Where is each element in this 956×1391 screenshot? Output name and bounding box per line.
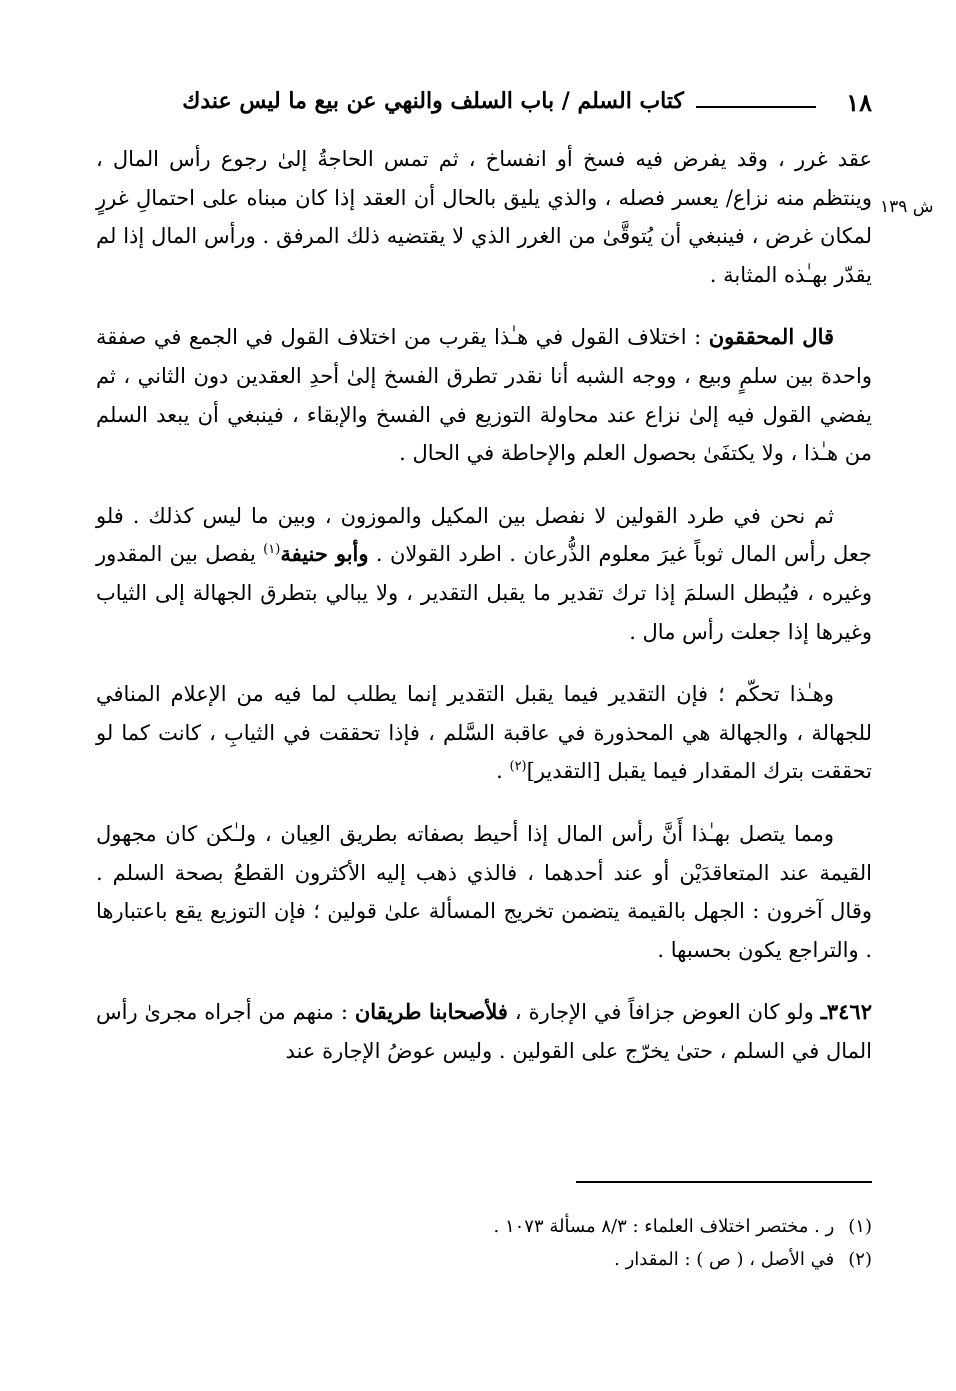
footnote-ref-2: (٢)	[509, 759, 527, 775]
footnote-ref-1: (١)	[263, 542, 281, 558]
paragraph-text: ولو كان العوض جزافاً في الإجارة ،	[507, 1000, 821, 1025]
paragraph-text-end: .	[496, 759, 510, 784]
paragraph-text: : اختلاف القول في هـٰذا يقرب من اختلاف القول في الجمع في صفقة واحدة بين سلمٍ وبيع ، ووجه الشبه أنا نقدر تطرق الفسخ إلىٰ أحدِ العقدين دون الثاني ، ثم يفضي القول فيه إلىٰ نزاع عند محاولة التوزيع في الفسخ والإبقاء ، فينبغي أن يبعد السلم من هـٰذا ، ولا يكتفَىٰ بحصول العلم والإحاطة في الحال .	[96, 325, 872, 466]
footnote-text: في الأصل ، ( ص ) : المقدار .	[614, 1249, 835, 1270]
footnote-mark: (١)	[848, 1216, 872, 1237]
page-number: ١٨	[846, 88, 872, 117]
paragraph-6	[96, 993, 872, 1070]
footnote-rule	[576, 1181, 872, 1183]
paragraph-1	[96, 140, 872, 294]
margin-note: ش ١٣٩	[880, 197, 934, 217]
paragraph-text: : منهم من أجراه مجرىٰ رأس المال في السلم ، حتىٰ يخرّج على القولين . وليس عوضُ الإجارة عند	[96, 1000, 872, 1063]
bold-name: وأبو حنيفة	[280, 541, 369, 567]
paragraph-4	[96, 675, 872, 791]
page-header	[96, 86, 872, 126]
footnote-mark: (٢)	[848, 1249, 872, 1270]
paragraph-text: ثم نحن في طرد القولين لا نفصل بين المكيل والموزون ، وبين ما ليس كذلك . فلو جعل رأس المال ثوباً غيرَ معلوم الذُّرعان . اطرد القولان .	[96, 503, 872, 567]
paragraph-text: وهـٰذا تحكّم ؛ فإن التقدير فيما يقبل التقدير إنما يطلب لما فيه من الإعلام المنافي للجهالة ، والجهالة هي المحذورة في عاقبة السَّلم ، فإذا تحققت في الثيابِ ، كانت كما لو تحققت بترك المقدار فيما يقبل [التقدير]	[96, 682, 872, 784]
paragraph-3	[96, 497, 872, 651]
footnote-text: ر . مختصر اختلاف العلماء : ٨/٣ مسألة ١٠٧٣ .	[493, 1216, 835, 1237]
paragraph-text: يفصل بين المقدور وغيره ، فيُبطل السلمَ إذا ترك تقدير ما يقبل التقدير ، ولا يبالي بتطرق الجهالة إلى الثياب وغيرها إذا جعلت رأس مال .	[96, 542, 872, 644]
bold-lead: قال المحققون	[708, 324, 835, 350]
main-text	[96, 140, 872, 1094]
header-rule	[696, 106, 816, 108]
running-title: كتاب السلم / باب السلف والنهي عن بيع ما ليس عندك	[182, 88, 684, 114]
paragraph-2	[96, 318, 872, 472]
footnotes	[96, 1210, 872, 1276]
footnote-1	[96, 1210, 872, 1243]
paragraph-text: ومما يتصل بهـٰذا أَنَّ رأس المال إذا أحيط بصفاته بطريق العِيان ، ولـٰكن كان مجهول القيمة عند المتعاقدَيْن أو عند أحدهما ، فالذي ذهب إليه الأكثرون القطعُ بصحة السلم . وقال آخرون : الجهل بالقيمة يتضمن تخريج المسألة علىٰ قولين ؛ فإن التوزيع يقع باعتبارها . والتراجع يكون بحسبها .	[96, 821, 872, 962]
footnote-2	[96, 1243, 872, 1276]
paragraph-5	[96, 815, 872, 969]
paragraph-text: عقد غرر ، وقد يفرض فيه فسخ أو انفساخ ، ثم تمس الحاجةُ إلىٰ رجوع رأس المال ، وينتظم منه نزاع/ يعسر فصله ، والذي يليق بالحال أن العقد إذا كان مبناه على احتمالِ غررٍ لمكان غرض ، فينبغي أن يُتوقَّىٰ من الغرر الذي لا يقتضيه ذلك المرفق . ورأس المال إذا لم يقدّر بهـٰذه المثابة .	[96, 147, 872, 287]
section-number: ٣٤٦٢ـ	[820, 999, 872, 1025]
bold-phrase: فلأصحابنا طريقان	[354, 999, 508, 1025]
